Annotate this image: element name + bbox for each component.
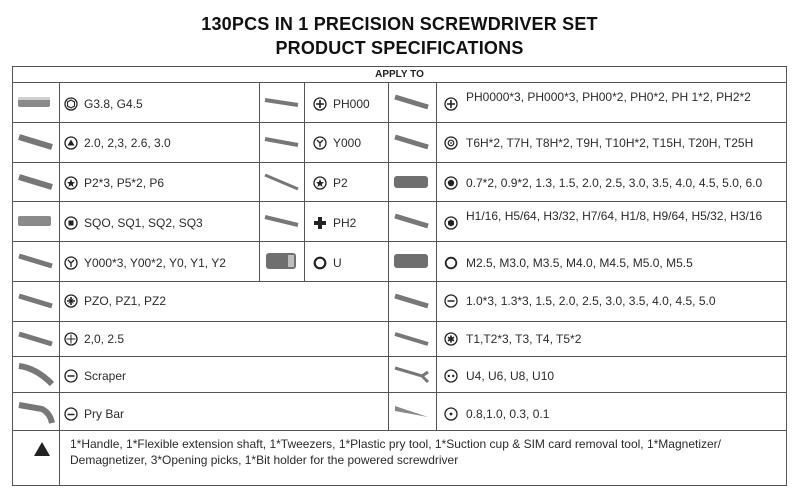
hex-icon [64,97,78,111]
square-icon [64,216,78,230]
pentalobe-icon [64,176,78,190]
spec-r3c2: P2 [333,176,348,190]
spec-table [12,66,787,486]
table-header: APPLY TO [13,67,786,83]
y-tri-icon [313,136,327,150]
spec-r8c1: Scraper [84,369,127,383]
bit-photo [16,85,56,119]
bit-photo [16,204,56,238]
slot-icon [64,407,78,421]
bit-photo [392,204,432,238]
bit-photo [392,125,432,159]
spec-r6c3: 1.0*3, 1.3*3, 1.5, 2.0, 2.5, 3.0, 3.5, 4.0, 4.5, 5.0 [466,294,716,308]
accessories-text: 1*Handle, 1*Flexible extension shaft, 1*Tweezers, 1*Plastic pry tool, 1*Suction cup & SIM card removal tool, 1*Magnetizer/ Demagnetizer, 3*Opening picks, 1*Bit holder for the powered screwdriver [70,437,721,467]
pentalobe-icon [313,176,327,190]
spec-r1c1: G3.8, G4.5 [84,97,143,111]
bit-photo [262,204,302,238]
bit-photo [392,85,432,119]
bit-photo [262,165,302,199]
spec-r1c3: PH0000*3, PH000*3, PH00*2, PH0*2, PH 1*2, PH2*2 [466,90,751,104]
spec-r4c1: SQO, SQ1, SQ2, SQ3 [84,216,203,230]
spec-r5c3: M2.5, M3.0, M3.5, M4.0, M4.5, M5.0, M5.5 [466,256,693,270]
spec-r1c2: PH000 [333,97,370,111]
spec-r4c3: H1/16, H5/64, H3/32, H7/64, H1/8, H9/64, H5/32, H3/16 [466,209,763,223]
bit-photo [392,284,432,318]
pozidriv-icon [64,294,78,308]
spec-r8c3: U4, U6, U8, U10 [466,369,555,383]
spec-r3c3: 0.7*2, 0.9*2, 1.3, 1.5, 2.0, 2.5, 3.0, 3.5, 4.0, 4.5, 5.0, 6.0 [466,176,763,190]
spec-r5c1: Y000*3, Y00*2, Y0, Y1, Y2 [84,256,226,270]
bit-photo [262,244,302,278]
spec-r5c2: U [333,256,342,270]
hex-icon [444,216,458,230]
slot-icon [444,294,458,308]
spec-r9c1: Pry Bar [84,407,125,421]
bit-photo [392,244,432,278]
bit-photo [262,85,302,119]
dots-icon [444,369,458,383]
torx-star-icon [444,332,458,346]
bit-photo [16,284,56,318]
spec-r7c1: 2,0, 2.5 [84,332,125,346]
triangle-icon [33,441,51,457]
bit-photo [16,358,56,392]
phillips-icon [313,97,327,111]
page-subtitle: PRODUCT SPECIFICATIONS [275,38,524,58]
phillips-icon [64,332,78,346]
bit-photo [392,358,432,392]
u-icon [313,256,327,270]
bit-photo [16,165,56,199]
tri-wing-icon [64,136,78,150]
slot-icon [444,176,458,190]
page-title: 130PCS IN 1 PRECISION SCREWDRIVER SET [201,14,598,34]
phillips-icon [444,97,458,111]
cross-icon [313,216,327,230]
spec-r2c1: 2.0, 2,3, 2.6, 3.0 [84,136,171,150]
bit-photo [16,322,56,356]
bit-photo [16,395,56,429]
bit-photo [392,395,432,429]
spec-r2c2: Y000 [333,136,362,150]
dot-icon [444,407,458,421]
spec-r2c3: T6H*2, T7H, T8H*2, T9H, T10H*2, T15H, T20H, T25H [466,136,754,150]
bit-photo [16,244,56,278]
spec-r3c1: P2*3, P5*2, P6 [84,176,165,190]
bit-photo [392,322,432,356]
torx-icon [444,136,458,150]
bit-photo [262,125,302,159]
slot-icon [64,369,78,383]
bit-photo [392,165,432,199]
u-icon [444,256,458,270]
spec-r6c1: PZO, PZ1, PZ2 [84,294,167,308]
spec-r9c3: 0.8,1.0, 0.3, 0.1 [466,407,550,421]
spec-r4c2: PH2 [333,216,357,230]
y-tri-icon [64,256,78,270]
bit-photo [16,125,56,159]
spec-r7c3: T1,T2*3, T3, T4, T5*2 [466,332,582,346]
